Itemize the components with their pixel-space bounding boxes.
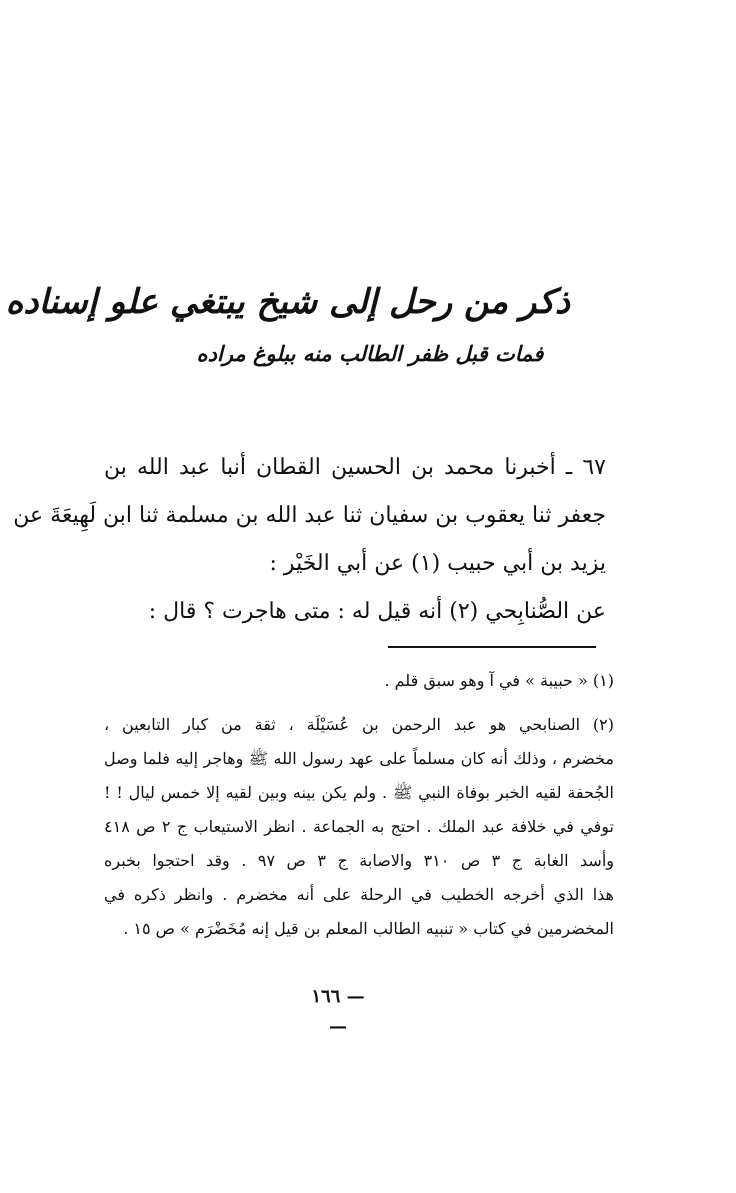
body-line: عن الصُّنابِحي (٢) أنه قيل له : متى هاجرت ؟ قال : xyxy=(148,599,606,624)
chapter-subtitle: فمات قبل ظفر الطالب منه ببلوغ مراده xyxy=(196,341,544,366)
footnote-2-line: وأسد الغابة ج ٣ ص ٣١٠ والاصابة ج ٣ ص ٩٧ . وقد احتجوا بخبره xyxy=(104,851,614,870)
body-line: جعفر ثنا يعقوب بن سفيان ثنا عبد الله بن مسلمة ثنا ابن لَهِيعَةَ عن xyxy=(13,503,606,528)
footnote-2-line: توفي في خلافة عبد الملك . احتج به الجماعة . انظر الاستيعاب ج ٢ ص ٤١٨ xyxy=(104,817,614,836)
footnote-2-line: مخضرم ، وذلك أنه كان مسلماً على عهد رسول الله ﷺ وهاجر إليه فلما وصل xyxy=(104,749,614,768)
footnote-2-line: (٢) الصنابحي هو عبد الرحمن بن عُسَيْلَة ، ثقة من كبار التابعين ، xyxy=(104,715,614,734)
footnotes xyxy=(104,666,614,948)
footnote-separator xyxy=(388,646,596,648)
body-line: ٦٧ ـ أخبرنا محمد بن الحسين القطان أنبا عبد الله بن xyxy=(104,455,606,480)
footnote-2-line: المخضرمين في كتاب « تنبيه الطالب المعلم بن قيل إنه مُخَضْرَم » ص ١٥ . xyxy=(123,919,614,938)
footnote-2-line: الجُحفة لقيه الخبر بوفاة النبي ﷺ . ولم يكن بينه وبين لقيه إلا خمس ليال ! ! xyxy=(104,783,614,802)
footnote-1: (١) « حبيبة » في آ وهو سبق قلم . xyxy=(384,671,614,690)
body-line: يزيد بن أبي حبيب (١) عن أبي الخَيْر : xyxy=(269,551,606,576)
chapter-title: ذكر من رحل إلى شيخ يبتغي علو إسناده xyxy=(5,282,570,322)
main-text xyxy=(13,446,606,638)
page-number: — ١٦٦ — xyxy=(311,986,365,1037)
footnote-2-line: هذا الذي أخرجه الخطيب في الرحلة على أنه مخضرم . وانظر ذكره في xyxy=(104,885,614,904)
